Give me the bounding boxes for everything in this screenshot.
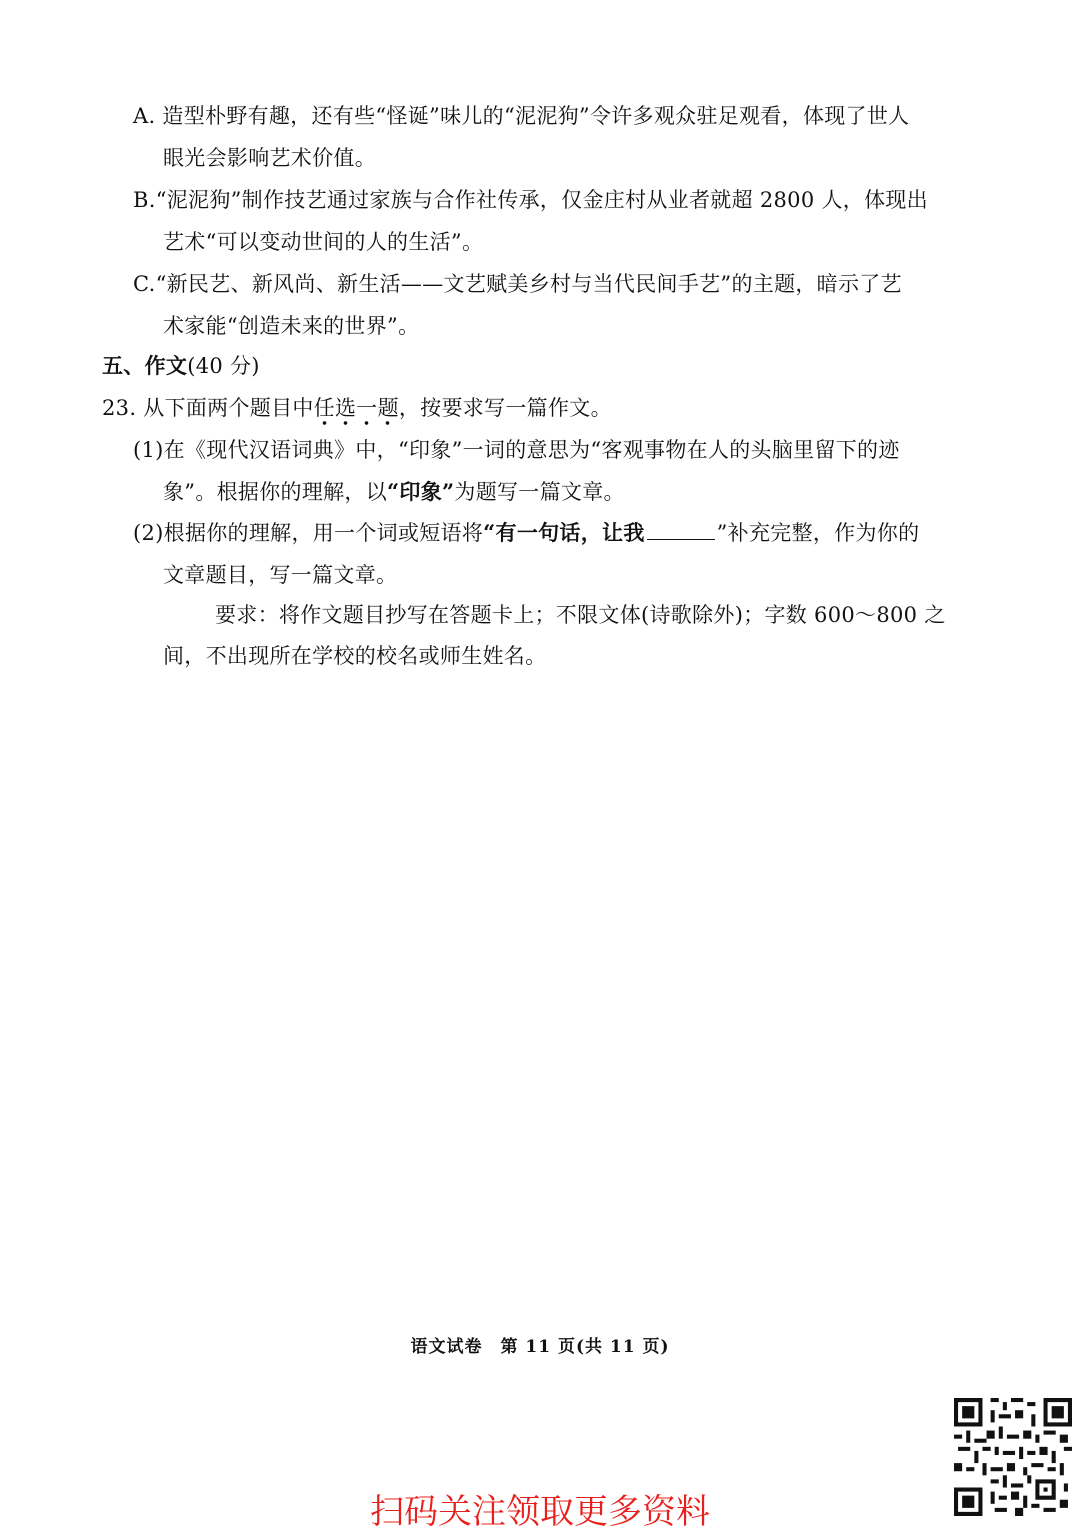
question-prefix: 23. 从下面两个题目中 xyxy=(102,396,314,420)
promo-banner: 扫码关注领取更多资料 xyxy=(370,1492,710,1532)
topic-2-text-b: ”补充完整，作为你的 xyxy=(716,521,920,545)
option-a-line-2: 眼光会影响艺术价值。 xyxy=(163,146,376,170)
option-b-line-2: 艺术“可以变动世间的人的生活”。 xyxy=(163,230,484,254)
topic-1-title-bold: “印象” xyxy=(387,479,455,504)
topic-1-text-a: 象”。根据你的理解，以 xyxy=(163,480,388,504)
section-score: (40 分) xyxy=(187,354,260,378)
topic-1-line-2 xyxy=(163,477,625,507)
requirement-line-2: 间，不出现所在学校的校名或师生姓名。 xyxy=(163,644,547,668)
requirement-line-1: 要求：将作文题目抄写在答题卡上；不限文体(诗歌除外)；字数 600～800 之 xyxy=(215,603,946,627)
section-title: 五、作文 xyxy=(102,353,188,378)
topic-2-title-bold: “有一句话，让我 xyxy=(483,520,645,545)
option-c-line-1: C.“新民艺、新风尚、新生活——文艺赋美乡村与当代民间手艺”的主题，暗示了艺 xyxy=(133,272,902,296)
option-c-line-2: 术家能“创造未来的世界”。 xyxy=(163,314,420,338)
question-23 xyxy=(102,393,612,423)
option-a-line-1: A. 造型朴野有趣，还有些“怪诞”味儿的“泥泥狗”令许多观众驻足观看，体现了世人 xyxy=(133,104,910,128)
topic-2-text-a: (2)根据你的理解，用一个词或短语将 xyxy=(133,521,484,545)
emphasis-dotted-text: 任选一题 xyxy=(313,396,399,420)
question-suffix: ，按要求写一篇作文。 xyxy=(398,396,612,420)
fill-in-blank xyxy=(647,519,715,540)
section-heading xyxy=(102,351,260,381)
option-b-line-1: B.“泥泥狗”制作技艺通过家族与合作社传承，仅金庄村从业者就超 2800 人，体现出 xyxy=(133,188,928,212)
topic-2-line-1 xyxy=(133,518,919,548)
topic-1-line-1: (1)在《现代汉语词典》中，“印象”一词的意思为“客观事物在人的头脑里留下的迹 xyxy=(133,438,900,462)
page-footer: 语文试卷 第 11 页(共 11 页) xyxy=(410,1337,670,1357)
topic-1-text-b: 为题写一篇文章。 xyxy=(454,480,625,504)
topic-2-line-2: 文章题目，写一篇文章。 xyxy=(163,563,398,587)
